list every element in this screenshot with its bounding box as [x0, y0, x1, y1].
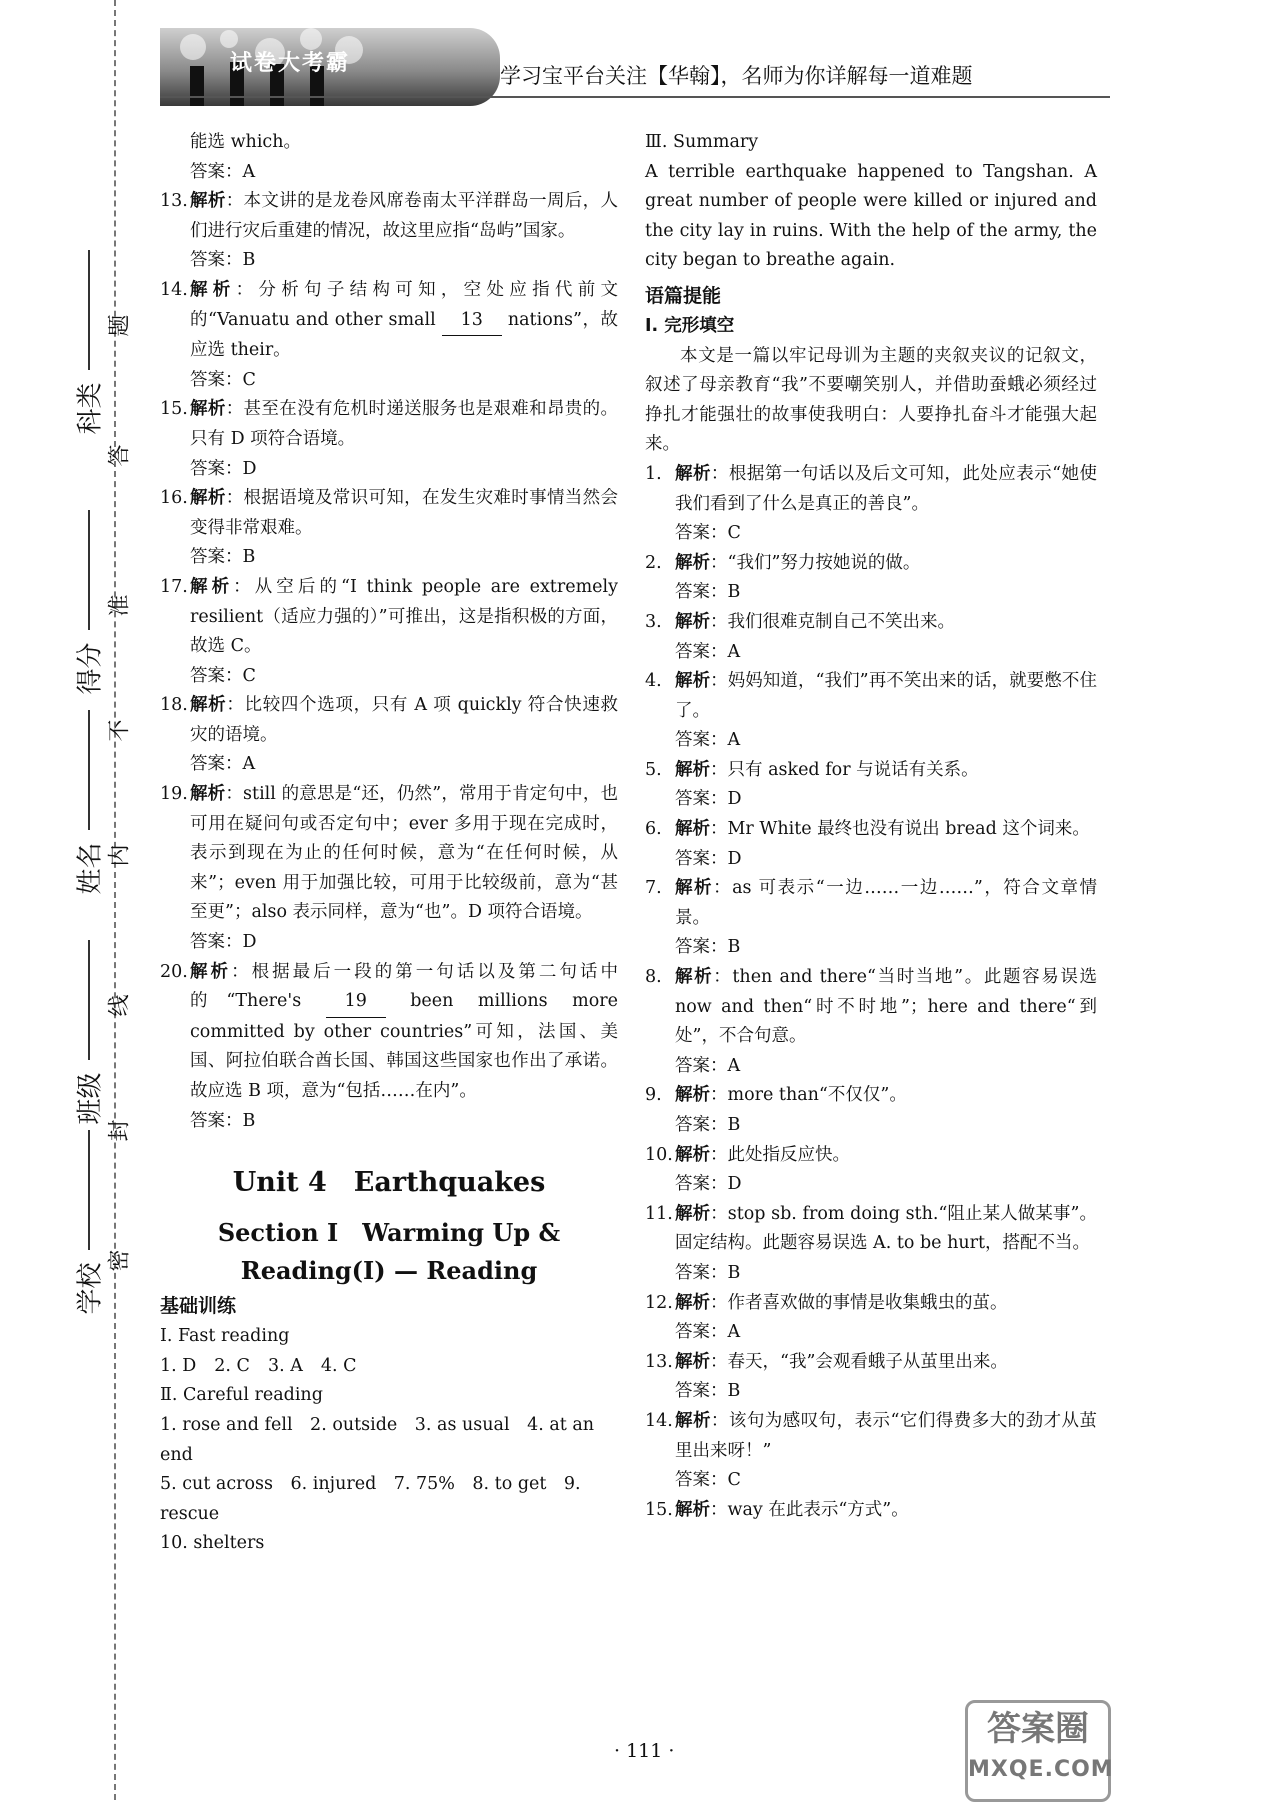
fast-answer: 4. C [320, 1355, 357, 1376]
explanation-label: 解析 [675, 878, 714, 899]
answer-line: 答案：A [190, 754, 256, 775]
blank-number: 13 [442, 306, 502, 337]
answer-line: 答案：A [675, 641, 741, 662]
header-slogan: 学习宝平台关注【华翰】，名师为你详解每一道难题 [500, 64, 973, 88]
item-number: 14. [160, 279, 188, 300]
explanation-text: ：只有 asked for 与说话有关系。 [710, 759, 979, 780]
explanation-label: 解析 [190, 576, 234, 597]
answer-line: 答案：D [190, 458, 257, 479]
section-heading: 语篇提能 [645, 284, 722, 307]
item-number: 13. [645, 1351, 673, 1372]
item-number: 2. [645, 552, 662, 573]
side-field-label: 科类 [75, 382, 106, 435]
explanation-label: 解析 [675, 967, 714, 988]
seal-char: 内 [107, 844, 133, 867]
side-field-label: 得分 [75, 642, 106, 695]
explanation-text: ：妈妈知道，“我们”再不笑出来的话，就要憋不住了。 [675, 671, 1097, 721]
side-field-line [88, 1130, 90, 1250]
careful-reading-line3: 10. shelters [160, 1533, 265, 1554]
careful-reading-line2: 5. cut across 6. injured 7. 75% 8. to get 9. rescue [160, 1474, 581, 1524]
answer-line: 答案：C [190, 369, 256, 390]
seal-char: 准 [107, 594, 133, 617]
item-number: 18. [160, 695, 188, 716]
watermark-sub: MXQE.COM [968, 1757, 1114, 1782]
item-number: 20. [160, 961, 188, 982]
explanation-label: 解析 [675, 1085, 710, 1106]
explanation-label: 解析 [190, 961, 232, 982]
explanation-item [645, 1496, 1097, 1526]
careful-reading-line1: 1. rose and fell 2. outside 3. as usual 4. at an end [160, 1414, 595, 1465]
explanation-label: 解析 [190, 488, 226, 509]
intro-answer: 答案：A [190, 161, 256, 182]
item-number: 14. [645, 1410, 673, 1431]
item-number: 15. [645, 1499, 673, 1520]
explanation-text: ：根据语境及常识可知，在发生灾难时事情当然会变得非常艰难。 [190, 488, 619, 538]
item-number: 10. [645, 1144, 673, 1165]
fast-reading-answers [160, 1352, 618, 1382]
explanation-text: ：从空后的“I think people are extremely resilient（适应力强的）”可推出，这是指积极的方面，故选 C。 [190, 576, 619, 657]
item-number: 9. [645, 1085, 662, 1106]
explanation-label: 解析 [675, 759, 710, 780]
explanation-label: 解析 [190, 399, 226, 420]
explanation-label: 解析 [675, 671, 711, 692]
explanation-item [645, 874, 1097, 933]
right-answer-list [645, 460, 1097, 1525]
explanation-item [645, 1141, 1097, 1171]
blank-number: 19 [326, 987, 386, 1018]
explanation-item [645, 815, 1097, 845]
item-number: 4. [645, 671, 662, 692]
explanation-item [645, 460, 1097, 519]
summary-text: A terrible earthquake happened to Tangshan. A great number of people were killed or injured and the city lay in ruins. With the help of the army, the city began to breathe again. [645, 161, 1097, 271]
explanation-label: 解析 [675, 1351, 710, 1372]
answer-line: 答案：D [675, 848, 742, 869]
seal-char: 答 [107, 444, 133, 467]
side-field-line [88, 940, 90, 1060]
explanation-text: ：本文讲的是龙卷风席卷南太平洋群岛一周后，人们进行灾后重建的情况，故这里应指“岛屿”国家。 [190, 191, 619, 241]
explanation-text: ：根据第一句话以及后文可知，此处应表示“她使我们看到了什么是真正的善良”。 [675, 463, 1097, 514]
explanation-item [645, 1289, 1097, 1319]
item-number: 7. [645, 878, 662, 899]
answer-line: 答案：B [675, 582, 741, 603]
explanation-label: 解析 [190, 191, 226, 212]
explanation-item [160, 484, 618, 543]
item-number: 5. [645, 759, 662, 780]
side-field-line [88, 510, 90, 630]
binding-dashed-line [114, 0, 116, 1800]
answer-line: 答案：C [190, 665, 256, 686]
explanation-label: 解析 [675, 611, 710, 632]
fast-reading-label: Ⅰ. Fast reading [160, 1326, 290, 1347]
explanation-label: 解析 [675, 1499, 710, 1520]
side-field-label: 姓名 [75, 842, 106, 895]
explanation-item [160, 958, 618, 1107]
side-field-line [88, 710, 90, 830]
section-title-line1: Section Ⅰ Warming Up & [217, 1218, 561, 1248]
explanation-text: ：Mr White 最终也没有说出 bread 这个词来。 [710, 819, 1090, 840]
explanation-label: 解析 [190, 279, 236, 300]
answer-line: 答案：D [675, 789, 742, 810]
explanation-text: ：way 在此表示“方式”。 [710, 1499, 909, 1520]
fast-answer: 3. A [267, 1355, 303, 1376]
fast-answer: 2. C [214, 1355, 250, 1376]
basic-training-heading: 基础训练 [160, 1295, 237, 1318]
explanation-label: 解析 [190, 784, 226, 805]
seal-char: 不 [107, 719, 133, 742]
explanation-text: ：我们很难克制自己不笑出来。 [710, 611, 955, 632]
item-number: 12. [645, 1292, 673, 1313]
item-number: 1. [645, 463, 662, 484]
item-number: 13. [160, 191, 188, 212]
explanation-text: ：stop sb. from doing sth.“阻止某人做某事”。固定结构。此题容易误选 A. to be hurt，搭配不当。 [675, 1203, 1097, 1254]
answer-line: 答案：D [675, 1174, 742, 1195]
fast-answer: 1. D [160, 1355, 197, 1376]
banner-text: 试卷大考霸 [230, 51, 351, 76]
intro-line: 能选 which。 [190, 132, 301, 152]
explanation-text: ：甚至在没有危机时递送服务也是艰难和昂贵的。只有 D 项符合语境。 [190, 399, 619, 449]
unit-title: Unit 4 Earthquakes [232, 1167, 546, 1199]
explanation-label: 解析 [675, 552, 710, 573]
explanation-item [160, 573, 618, 662]
answer-line: 答案：B [675, 1381, 741, 1402]
answer-line: 答案：B [190, 547, 256, 568]
explanation-item [160, 780, 618, 928]
explanation-label: 解析 [675, 1292, 710, 1313]
explanation-item [160, 276, 618, 366]
explanation-item [645, 1200, 1097, 1259]
item-number: 19. [160, 784, 188, 805]
left-column [160, 128, 618, 1559]
right-column [645, 128, 1097, 1525]
item-number: 17. [160, 576, 188, 597]
side-field-label: 班级 [75, 1072, 106, 1125]
page-number: · 111 · [614, 1740, 675, 1762]
seal-char: 密 [107, 1249, 133, 1272]
answer-line: 答案：B [675, 1115, 741, 1135]
explanation-text: ：春天，“我”会观看蛾子从茧里出来。 [710, 1351, 1008, 1372]
explanation-item [645, 1081, 1097, 1111]
explanation-text: ：作者喜欢做的事情是收集蛾虫的茧。 [710, 1292, 1008, 1313]
section-title-line2: Reading(Ⅰ) — Reading [240, 1256, 538, 1286]
careful-reading-label: Ⅱ. Careful reading [160, 1385, 323, 1406]
answer-line: 答案：D [190, 932, 257, 953]
summary-label: Ⅲ. Summary [645, 132, 759, 152]
explanation-label: 解析 [190, 695, 227, 716]
watermark-main: 答案圈 [987, 1709, 1089, 1749]
explanation-text: ：as 可表示“一边……一边……”，符合文章情景。 [675, 878, 1098, 928]
cloze-label: Ⅰ. 完形填空 [645, 315, 735, 336]
explanation-text: ：still 的意思是“还，仍然”，常用于肯定句中，也可用在疑问句或否定句中；ever 多用于现在完成时，表示到现在为止的任何时候，意为“在任何时候，从来”；even 用于加强比较，可用于比较级前，意为“甚至更”；also 表示同样，意为“也”。D 项符合语境。 [190, 784, 618, 923]
answer-line: 答案：A [675, 1055, 741, 1076]
explanation-item [645, 1348, 1097, 1378]
explanation-text: ：more than“不仅仅”。 [710, 1085, 907, 1106]
watermark-logo [965, 1700, 1114, 1802]
item-number: 3. [645, 611, 662, 632]
explanation-text: ：此处指反应快。 [710, 1144, 850, 1165]
header-rule [160, 96, 1110, 98]
item-number: 11. [645, 1203, 673, 1224]
explanation-label: 解析 [675, 819, 710, 840]
explanation-text: nations”，故应选 their。 [190, 309, 618, 361]
explanation-item [160, 187, 618, 246]
explanation-label: 解析 [675, 1144, 710, 1165]
explanation-item [645, 667, 1097, 726]
explanation-item [645, 963, 1097, 1052]
answer-line: 答案：B [190, 1110, 256, 1131]
seal-char: 封 [107, 1119, 133, 1142]
item-number: 6. [645, 819, 662, 840]
explanation-label: 解析 [675, 1410, 711, 1431]
answer-line: 答案：A [675, 730, 741, 751]
item-number: 8. [645, 967, 662, 988]
answer-line: 答案：B [190, 250, 256, 271]
explanation-text: ：分析句子结构可知，空处应指代前文的“Vanuatu and other small [190, 279, 619, 330]
answer-line: 答案：C [675, 1470, 741, 1491]
explanation-text: ：then and there“当时当地”。此题容易误选 now and then“时不时地”；here and there“到处”，不合句意。 [675, 967, 1097, 1047]
explanation-item [645, 608, 1097, 638]
explanation-item [160, 395, 618, 454]
seal-char: 题 [107, 314, 133, 337]
seal-char: 线 [107, 994, 133, 1017]
explanation-text: ：根据最后一段的第一句话以及第二句话中的“There's [190, 961, 619, 1012]
explanation-label: 解析 [675, 463, 711, 484]
explanation-item [645, 1407, 1097, 1466]
side-field-label: 学校 [75, 1262, 106, 1315]
side-field-line [88, 250, 90, 370]
answer-line: 答案：C [675, 523, 741, 544]
answer-line: 答案：B [675, 1262, 741, 1283]
left-answer-list [160, 187, 618, 1136]
answer-line: 答案：B [675, 937, 741, 958]
explanation-item [160, 691, 618, 750]
item-number: 15. [160, 399, 188, 420]
explanation-text: ：比较四个选项，只有 A 项 quickly 符合快速救灾的语境。 [190, 695, 618, 745]
explanation-item [645, 549, 1097, 579]
explanation-text: ：该句为感叹句，表示“它们得费多大的劲才从茧里出来呀！” [675, 1410, 1097, 1461]
cloze-intro: 本文是一篇以牢记母训为主题的夹叙夹议的记叙文，叙述了母亲教育“我”不要嘲笑别人，并借助蚕蛾必须经过挣扎才能强壮的故事使我明白：人要挣扎奋斗才能强大起来。 [645, 345, 1097, 455]
answer-line: 答案：A [675, 1322, 741, 1343]
explanation-item [645, 756, 1097, 786]
explanation-text: been millions more committed by other countries”可知，法国、美国、阿拉伯联合酋长国、韩国这些国家也作出了承诺。故应选 B 项，意为“包括……在内”。 [190, 991, 619, 1101]
item-number: 16. [160, 488, 188, 509]
explanation-text: ：“我们”努力按她说的做。 [710, 552, 921, 573]
explanation-label: 解析 [675, 1203, 711, 1224]
